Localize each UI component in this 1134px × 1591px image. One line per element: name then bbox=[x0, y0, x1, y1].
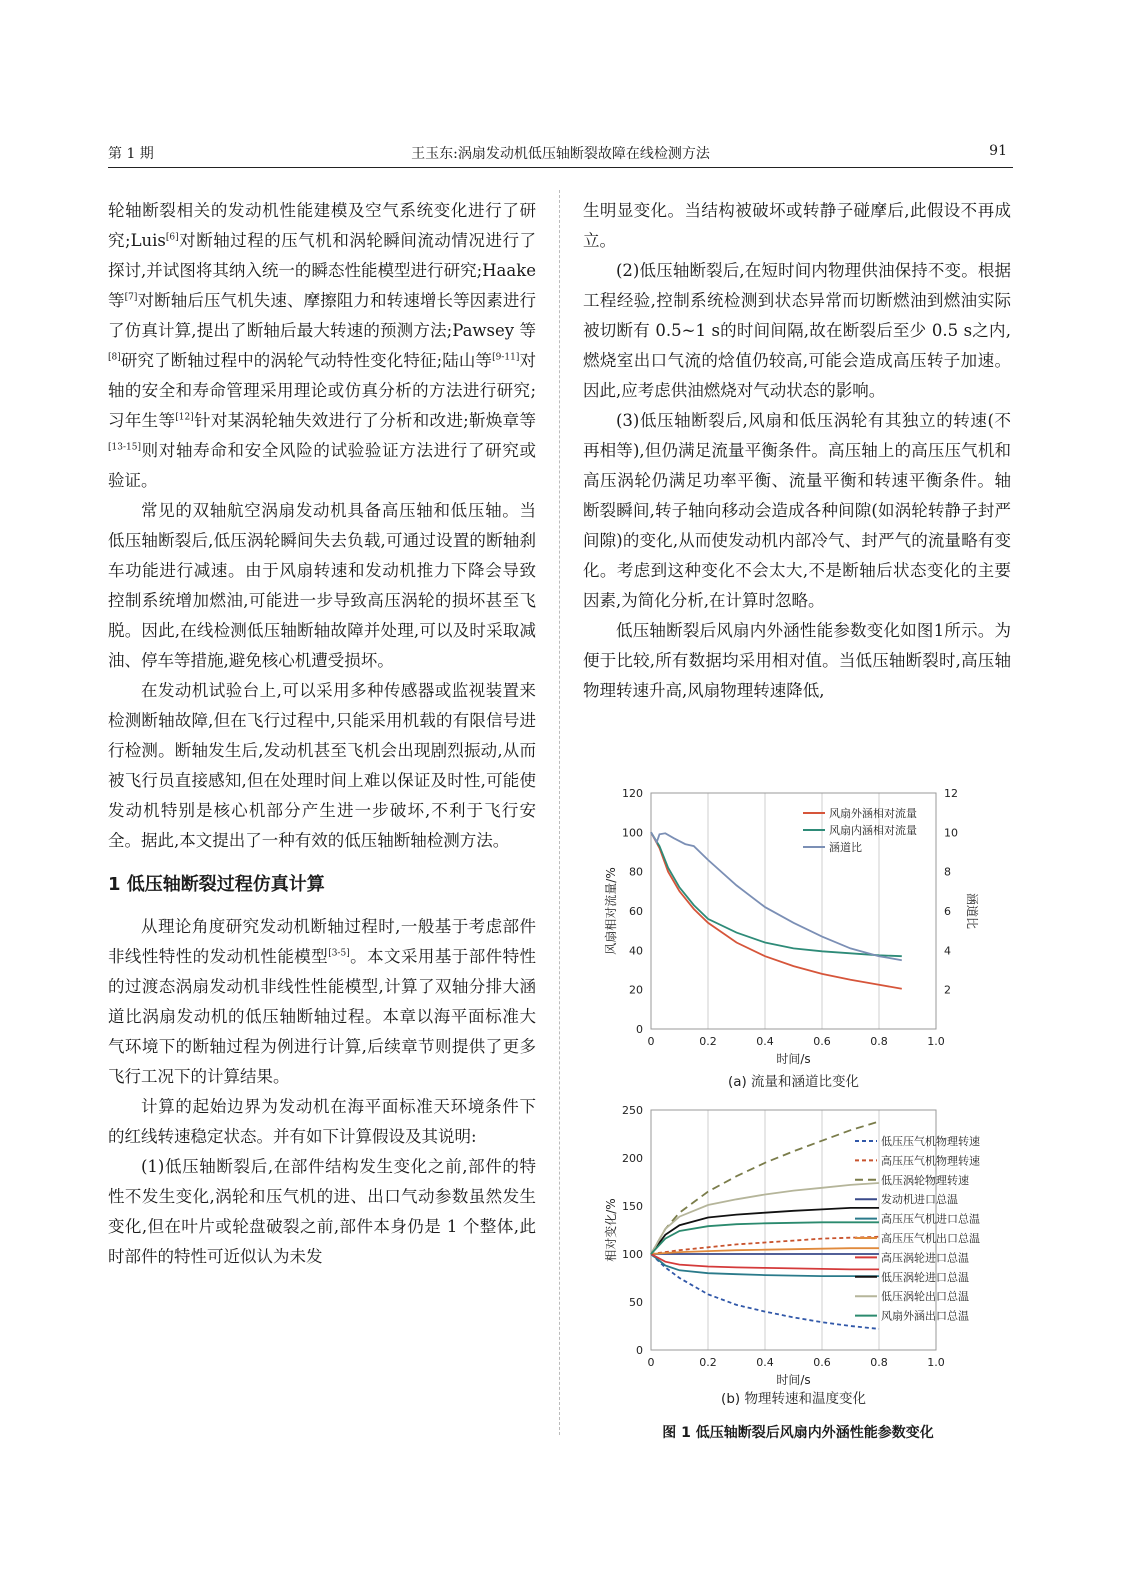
series-line bbox=[651, 832, 902, 956]
x-tick-label: 0.6 bbox=[813, 1035, 831, 1048]
y-axis-label: 风扇相对流量/% bbox=[604, 867, 618, 955]
citation: [3-5] bbox=[328, 948, 350, 959]
y2-tick-label: 10 bbox=[944, 826, 958, 840]
paragraph: 常见的双轴航空涡扇发动机具备高压轴和低压轴。当低压轴断裂后,低压涡轮瞬间失去负载,可通过设置的断轴刹车功能进行减速。由于风扇转速和发动机推力下降会导致控制系统增加燃油,可能进一步导致高压涡轮的损坏甚至飞脱。因此,在线检测低压轴断轴故障并处理,可以及时采取减油、停车等措施,避免核心机遭受损坏。 bbox=[108, 501, 536, 670]
paragraph: (2)低压轴断裂后,在短时间内物理供油保持不变。根据工程经验,控制系统检测到状态异常而切断燃油到燃油实际被切断有 0.5~1 s的时间间隔,故在断裂后至少 0.5 s之内,燃烧室出口气流的焓值仍较高,可能会造成高压转子加速。因此,应考虑供油燃烧对气动状态的影响。 bbox=[583, 261, 1011, 400]
citation: [6] bbox=[165, 232, 179, 243]
y-tick-label: 40 bbox=[629, 944, 643, 958]
y-tick-label: 250 bbox=[622, 1104, 643, 1117]
legend-label: 高压压气机进口总温 bbox=[881, 1212, 980, 1226]
y2-axis-label: 涵道比 bbox=[965, 892, 979, 930]
x-tick-label: 0.8 bbox=[870, 1356, 888, 1369]
paragraph: 计算的起始边界为发动机在海平面标准天环境条件下的红线转速稳定状态。并有如下计算假设及其说明: bbox=[108, 1097, 536, 1146]
y-tick-label: 150 bbox=[622, 1200, 643, 1213]
paragraph: (1)低压轴断裂后,在部件结构发生变化之前,部件的特性不发生变化,涡轮和压气机的进、出口气动参数虽然发生变化,但在叶片或轮盘破裂之前,部件本身仍是 1 个整体,此时部件的特性可近似认为未发 bbox=[108, 1157, 536, 1266]
citation: [7] bbox=[124, 292, 138, 303]
section-heading: 1 低压轴断裂过程仿真计算 bbox=[108, 874, 325, 895]
x-tick-label: 0 bbox=[647, 1356, 655, 1369]
y-tick-label: 0 bbox=[636, 1023, 643, 1036]
x-tick-label: 0.2 bbox=[699, 1035, 717, 1048]
series-line bbox=[651, 832, 902, 960]
page-number: 91 bbox=[989, 143, 1007, 159]
y-tick-label: 100 bbox=[622, 826, 643, 840]
y-axis-label: 相对变化/% bbox=[604, 1198, 618, 1262]
y-tick-label: 100 bbox=[622, 1248, 643, 1261]
legend-label: 低压压气机物理转速 bbox=[881, 1135, 980, 1148]
legend-label: 低压涡轮物理转速 bbox=[881, 1173, 969, 1187]
y-tick-label: 20 bbox=[629, 983, 643, 997]
issue-number: 第 1 期 bbox=[108, 146, 154, 162]
paragraph: 生明显变化。当结构被破坏或转静子碰摩后,此假设不再成立。 bbox=[583, 201, 1011, 250]
x-tick-label: 1.0 bbox=[927, 1356, 945, 1369]
right-column bbox=[583, 196, 1011, 706]
y2-tick-label: 2 bbox=[944, 983, 951, 997]
x-tick-label: 0.6 bbox=[813, 1356, 831, 1369]
figure-1a-chart bbox=[583, 780, 1013, 1095]
x-tick-label: 0.8 bbox=[870, 1035, 888, 1048]
x-tick-label: 0.4 bbox=[756, 1356, 774, 1369]
y-tick-label: 200 bbox=[622, 1152, 643, 1165]
legend-label: 发动机进口总温 bbox=[881, 1193, 958, 1207]
y-tick-label: 120 bbox=[622, 787, 643, 800]
citation: [8] bbox=[108, 352, 121, 363]
citation: [9-11] bbox=[492, 352, 520, 363]
legend-label: 高压压气机出口总温 bbox=[881, 1232, 980, 1245]
legend-label: 涵道比 bbox=[829, 841, 862, 854]
running-header bbox=[108, 143, 1013, 168]
legend-label: 风扇内涵相对流量 bbox=[829, 824, 917, 837]
x-axis-label: 时间/s bbox=[776, 1373, 811, 1387]
x-tick-label: 0.4 bbox=[756, 1035, 774, 1048]
running-title: 王玉东:涡扇发动机低压轴断裂故障在线检测方法 bbox=[411, 146, 710, 162]
legend-label: 风扇外涵相对流量 bbox=[829, 807, 917, 820]
series-line bbox=[651, 832, 902, 988]
y-tick-label: 60 bbox=[629, 905, 643, 918]
legend-label: 高压压气机物理转速 bbox=[881, 1154, 980, 1168]
paragraph: 轮轴断裂相关的发动机性能建模及空气系统变化进行了研究;Luis[6]对断轴过程的压气机和涡轮瞬间流动情况进行了探讨,并试图将其纳入统一的瞬态性能模型进行研究;Haake 等[7]对断轴后压气机失速、摩擦阻力和转速增长等因素进行了仿真计算,提出了断轴后最大转速的预测方法;Pawsey 等[8]研究了断轴过程中的涡轮气动特性变化特征;陆山等[9-11]对轴的安全和寿命管理采用理论或仿真分析的方法进行研究;习年生等[12]针对某涡轮轴失效进行了分析和改进;靳焕章等[13-15]则对轴寿命和安全风险的试验验证方法进行了研究或验证。 bbox=[108, 201, 537, 490]
y-tick-label: 50 bbox=[629, 1296, 643, 1309]
legend-label: 低压涡轮出口总温 bbox=[881, 1290, 969, 1304]
legend-label: 低压涡轮进口总温 bbox=[881, 1270, 969, 1284]
legend-label: 风扇外涵出口总温 bbox=[881, 1309, 969, 1323]
y2-tick-label: 12 bbox=[944, 787, 958, 800]
left-column bbox=[108, 196, 536, 1272]
y2-tick-label: 6 bbox=[944, 905, 951, 918]
legend-label: 高压涡轮进口总温 bbox=[881, 1251, 969, 1265]
figure-1b-chart bbox=[583, 1098, 1013, 1416]
column-divider bbox=[559, 190, 560, 1435]
paragraph: (3)低压轴断裂后,风扇和低压涡轮有其独立的转速(不再相等),但仍满足流量平衡条件。高压轴上的高压压气机和高压涡轮仍满足功率平衡、流量平衡和转速平衡条件。轴断裂瞬间,转子轴向移动会造成各种间隙(如涡轮转静子封严间隙)的变化,从而使发动机内部冷气、封严气的流量略有变化。考虑到这种变化不会太大,不是断轴后状态变化的主要因素,为简化分析,在计算时忽略。 bbox=[583, 411, 1011, 610]
chart-caption: (b) 物理转速和温度变化 bbox=[721, 1391, 866, 1407]
figure-caption: 图 1 低压轴断裂后风扇内外涵性能参数变化 bbox=[662, 1425, 934, 1441]
x-tick-label: 0 bbox=[647, 1035, 655, 1048]
citation: [13-15] bbox=[108, 442, 141, 453]
y2-tick-label: 8 bbox=[944, 865, 951, 879]
y2-tick-label: 4 bbox=[944, 944, 951, 958]
paragraph: 从理论角度研究发动机断轴过程时,一般基于考虑部件非线性特性的发动机性能模型[3-5]。本文采用基于部件特性的过渡态涡扇发动机非线性性能模型,计算了双轴分排大涵道比涡扇发动机的低压轴断轴过程。本章以海平面标准大气环境下的断轴过程为例进行计算,后续章节则提供了更多飞行工况下的计算结果。 bbox=[108, 917, 537, 1086]
paragraph: 在发动机试验台上,可以采用多种传感器或监视装置来检测断轴故障,但在飞行过程中,只能采用机载的有限信号进行检测。断轴发生后,发动机甚至飞机会出现剧烈振动,从而被飞行员直接感知,但在处理时间上难以保证及时性,可能使发动机特别是核心机部分产生进一步破坏,不利于飞行安全。据此,本文提出了一种有效的低压轴断轴检测方法。 bbox=[108, 681, 536, 850]
paragraph: 低压轴断裂后风扇内外涵性能参数变化如图1所示。为便于比较,所有数据均采用相对值。当低压轴断裂时,高压轴物理转速升高,风扇物理转速降低, bbox=[583, 621, 1011, 700]
x-tick-label: 1.0 bbox=[927, 1035, 945, 1048]
x-tick-label: 0.2 bbox=[699, 1356, 717, 1369]
y-tick-label: 80 bbox=[629, 865, 643, 879]
chart-caption: (a) 流量和涵道比变化 bbox=[727, 1074, 860, 1090]
y-tick-label: 0 bbox=[636, 1344, 643, 1357]
x-axis-label: 时间/s bbox=[776, 1052, 811, 1066]
citation: [12] bbox=[175, 412, 194, 423]
